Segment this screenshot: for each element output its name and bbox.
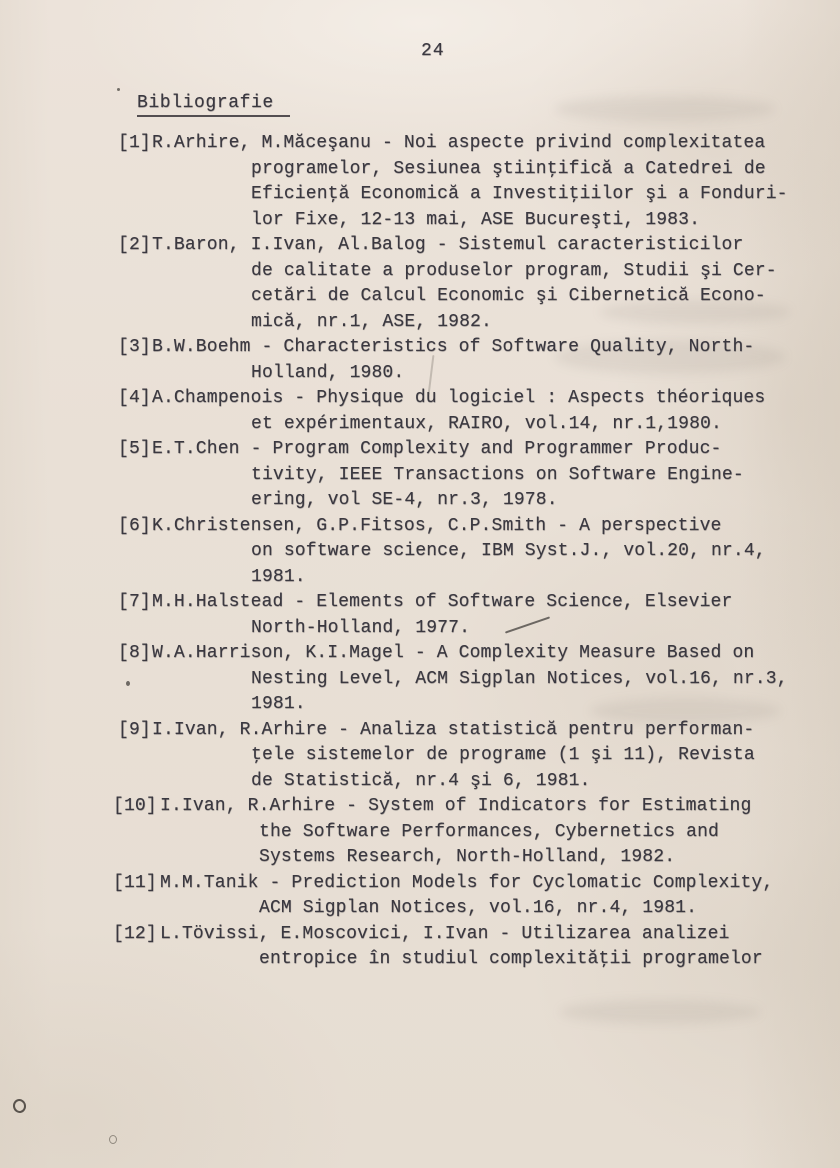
paper-stain xyxy=(555,96,775,122)
reference-item xyxy=(118,437,810,514)
reference-item xyxy=(113,922,810,973)
reference-number: [9] xyxy=(118,719,151,740)
reference-line: entropice în studiul complexităţii programelor xyxy=(259,949,763,969)
reference-line: cetări de Calcul Economic şi Cibernetică Econo- xyxy=(251,286,766,306)
reference-number: [11] xyxy=(113,872,157,893)
reference-number: [1] xyxy=(118,133,151,153)
reference-line: R.Arhire, M.Măceşanu - Noi aspecte privind complexitatea xyxy=(152,133,766,153)
reference-line: L.Tövissi, E.Moscovici, I.Ivan - Utilizarea analizei xyxy=(160,923,730,944)
reference-item xyxy=(118,514,810,591)
reference-number: [6] xyxy=(118,515,151,536)
reference-line: 1981. xyxy=(251,694,306,714)
reference-item xyxy=(118,233,810,335)
reference-line: Eficienţă Economică a Investiţiilor şi a Fonduri- xyxy=(251,184,788,204)
reference-number: [2] xyxy=(118,235,151,255)
reference-line: Holland, 1980. xyxy=(251,362,405,383)
reference-line: de calitate a produselor program, Studii şi Cer- xyxy=(251,260,777,281)
ink-speck xyxy=(126,681,130,686)
reference-item xyxy=(118,590,810,641)
reference-number: [12] xyxy=(113,923,157,944)
reference-line: M.H.Halstead - Elements of Software Science, Elsevier xyxy=(152,592,733,612)
reference-line: ţele sistemelor de programe (1 şi 11), Revista xyxy=(251,745,755,765)
hole-mark xyxy=(109,1135,117,1144)
reference-line: lor Fixe, 12-13 mai, ASE Bucureşti, 1983. xyxy=(251,209,701,230)
reference-item xyxy=(118,718,810,795)
reference-line: et expérimentaux, RAIRO, vol.14, nr.1,1980. xyxy=(251,413,722,434)
reference-line: T.Baron, I.Ivan, Al.Balog - Sistemul caracteristicilor xyxy=(152,235,744,255)
reference-line: I.Ivan, R.Arhire - System of Indicators for Estimating xyxy=(160,796,752,816)
reference-line: the Software Performances, Cybernetics and xyxy=(259,821,719,842)
paper-stain xyxy=(560,1000,760,1024)
reference-number: [4] xyxy=(118,388,151,408)
bibliography-heading: Bibliografie xyxy=(137,93,290,117)
reference-line: North-Holland, 1977. xyxy=(251,617,471,638)
reference-item xyxy=(118,641,810,718)
reference-line: mică, nr.1, ASE, 1982. xyxy=(251,311,492,332)
reference-line: K.Christensen, G.P.Fitsos, C.P.Smith - A perspective xyxy=(152,515,722,536)
reference-number: [7] xyxy=(118,592,151,612)
reference-line: Nesting Level, ACM Sigplan Notices, vol.16, nr.3, xyxy=(251,668,788,689)
reference-line: ering, vol SE-4, nr.3, 1978. xyxy=(251,490,558,510)
reference-line: de Statistică, nr.4 şi 6, 1981. xyxy=(251,770,591,791)
reference-line: 1981. xyxy=(251,566,306,587)
reference-item xyxy=(113,794,810,871)
reference-number: [3] xyxy=(118,337,151,357)
reference-line: on software science, IBM Syst.J., vol.20, nr.4, xyxy=(251,541,766,561)
reference-number: [8] xyxy=(118,643,151,663)
hole-mark xyxy=(12,1098,28,1114)
reference-item xyxy=(113,871,810,922)
reference-line: tivity, IEEE Transactions on Software Engine- xyxy=(251,464,744,485)
reference-item xyxy=(118,335,810,386)
reference-line: E.T.Chen - Program Complexity and Programmer Produc- xyxy=(152,439,722,459)
reference-item xyxy=(118,131,810,233)
reference-line: programelor, Sesiunea ştiinţifică a Catedrei de xyxy=(251,158,766,179)
reference-line: B.W.Boehm - Characteristics of Software Quality, North- xyxy=(152,337,755,357)
reference-line: A.Champenois - Physique du logiciel : Aspects théoriques xyxy=(152,388,766,408)
page-number: 24 xyxy=(421,41,445,61)
reference-number: [5] xyxy=(118,439,151,459)
reference-line: I.Ivan, R.Arhire - Analiza statistică pentru performan- xyxy=(152,719,755,740)
ink-speck xyxy=(117,88,120,91)
reference-number: [10] xyxy=(113,796,157,816)
reference-list xyxy=(113,131,810,973)
reference-line: Systems Research, North-Holland, 1982. xyxy=(259,847,676,867)
reference-line: M.M.Tanik - Prediction Models for Cyclomatic Complexity, xyxy=(160,872,774,893)
reference-line: ACM Sigplan Notices, vol.16, nr.4, 1981. xyxy=(259,898,698,918)
reference-item xyxy=(118,386,810,437)
reference-line: W.A.Harrison, K.I.Magel - A Complexity Measure Based on xyxy=(152,643,755,663)
